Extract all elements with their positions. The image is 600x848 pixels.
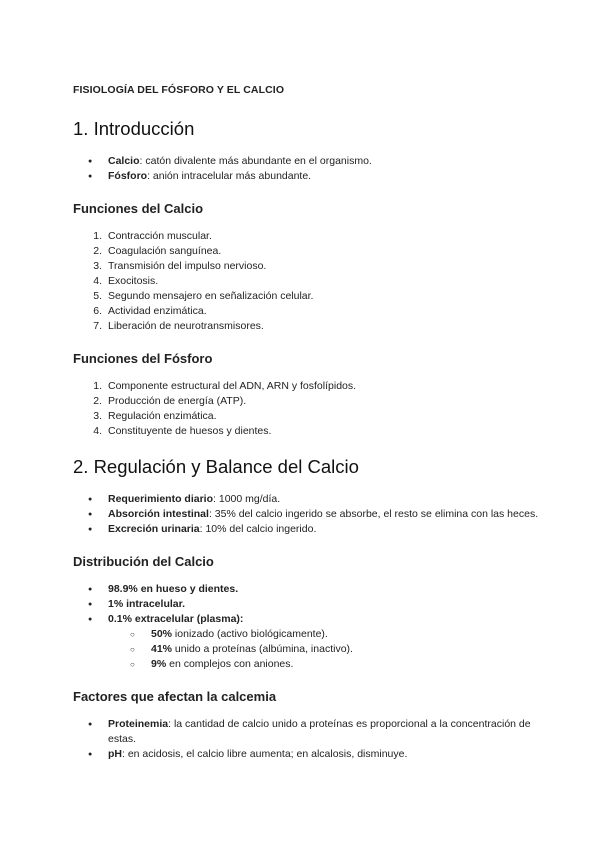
list-item: ● Calcio: catón divalente más abundante en el organismo. xyxy=(73,154,543,169)
list-item: ● 98.9% en hueso y dientes. xyxy=(73,582,543,597)
list-item: 2. Producción de energía (ATP). xyxy=(93,395,247,407)
list-item: 1. Componente estructural del ADN, ARN y fosfolípidos. xyxy=(93,380,357,392)
list-item: ● Requerimiento diario: 1000 mg/día. xyxy=(73,492,543,507)
list-item: ○ 50% ionizado (activo biológicamente). xyxy=(73,627,543,642)
list-item: ● Absorción intestinal: 35% del calcio ingerido se absorbe, el resto se elimina con las heces. xyxy=(73,507,543,522)
list-item: ● Excreción urinaria: 10% del calcio ingerido. xyxy=(73,522,543,537)
list-item: ● Proteinemia: la cantidad de calcio unido a proteínas es proporcional a la concentración de estas. xyxy=(73,717,543,747)
section-introduccion-heading: 1. Introducción xyxy=(73,118,195,139)
list-item: 3. Regulación enzimática. xyxy=(93,410,217,422)
list-item: 5. Segundo mensajero en señalización celular. xyxy=(93,290,314,302)
funciones-fosforo-heading: Funciones del Fósforo xyxy=(73,351,213,366)
section-regulacion-heading: 2. Regulación y Balance del Calcio xyxy=(73,456,359,477)
list-item: 3. Transmisión del impulso nervioso. xyxy=(93,260,267,272)
funciones-calcio-heading: Funciones del Calcio xyxy=(73,201,204,216)
list-item: ○ 9% en complejos con aniones. xyxy=(73,657,543,672)
funciones-fosforo-list xyxy=(73,379,543,439)
factores-list xyxy=(73,717,543,762)
list-item: ● pH: en acidosis, el calcio libre aumenta; en alcalosis, disminuye. xyxy=(73,747,543,762)
distribucion-calcio-heading: Distribución del Calcio xyxy=(73,554,214,569)
document-content xyxy=(73,84,543,762)
list-item: ● 1% intracelular. xyxy=(73,597,543,612)
list-item: 2. Coagulación sanguínea. xyxy=(93,245,222,257)
list-item: 4. Constituyente de huesos y dientes. xyxy=(93,425,272,437)
document-title: FISIOLOGÍA DEL FÓSFORO Y EL CALCIO xyxy=(73,84,285,96)
list-item: 4. Exocitosis. xyxy=(93,275,159,287)
list-item: 1. Contracción muscular. xyxy=(93,230,212,242)
list-item: ● 0.1% extracelular (plasma): xyxy=(73,612,543,627)
regulacion-list xyxy=(73,492,543,537)
list-item: 7. Liberación de neurotransmisores. xyxy=(93,320,264,332)
list-item: 6. Actividad enzimática. xyxy=(93,305,207,317)
list-item: ● Fósforo: anión intracelular más abundante. xyxy=(73,169,543,184)
funciones-calcio-list xyxy=(73,229,543,334)
factores-calcemia-heading: Factores que afectan la calcemia xyxy=(73,689,277,704)
distribucion-sublist xyxy=(73,627,543,672)
list-item: ○ 41% unido a proteínas (albúmina, inactivo). xyxy=(73,642,543,657)
distribucion-list xyxy=(73,582,543,627)
introduccion-list xyxy=(73,154,543,184)
